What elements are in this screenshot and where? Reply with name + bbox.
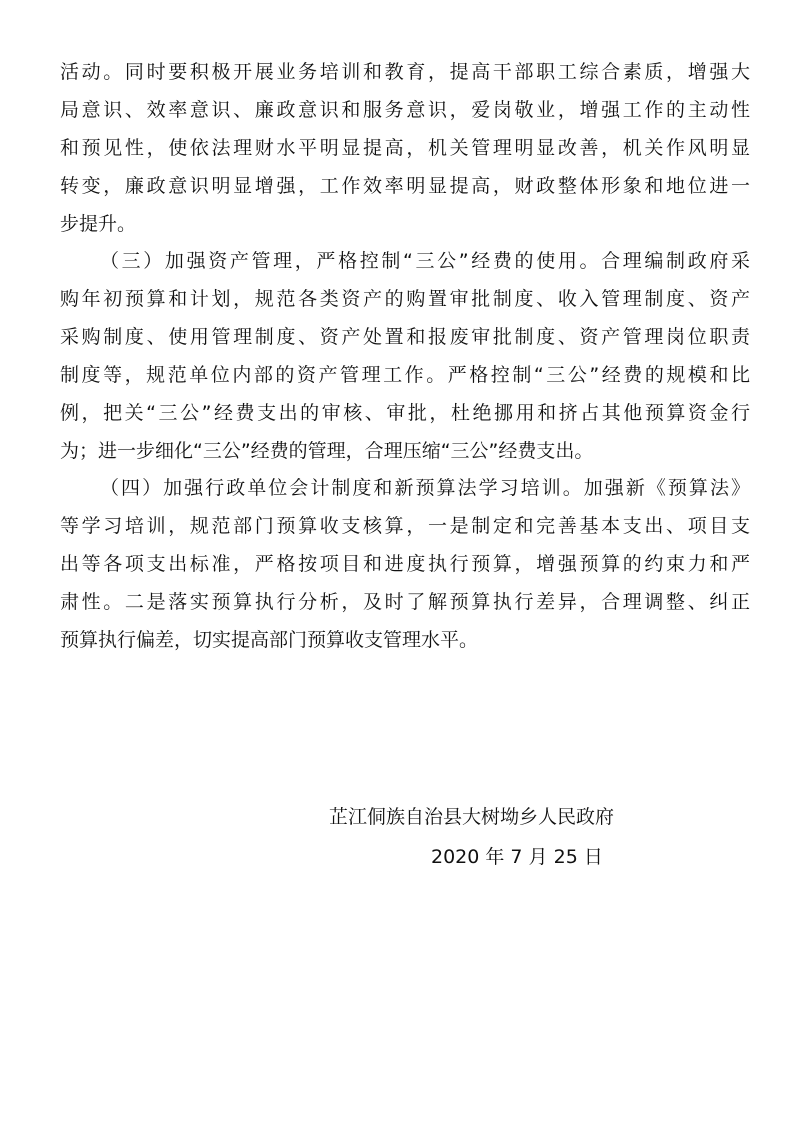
section-heading-line: （四）加强行政单位会计制度和新预算法学习培训。加强新《预算法》 [100,477,750,499]
paragraph-line: 例，把关“三公”经费支出的审核、审批，杜绝挪用和挤占其他预算资金行 [60,402,750,424]
paragraph-line: 为；进一步细化“三公”经费的管理，合理压缩“三公”经费支出。 [60,440,594,462]
paragraph-line: 局意识、效率意识、廉政意识和服务意识，爱岗敬业，增强工作的主动性 [60,99,750,121]
paragraph-line: 步提升。 [60,213,137,235]
paragraph-line: 购年初预算和计划，规范各类资产的购置审批制度、收入管理制度、资产 [60,288,750,310]
paragraph-line: 等学习培训，规范部门预算收支核算，一是制定和完善基本支出、项目支 [60,515,750,537]
section-heading-line: （三）加强资产管理，严格控制“三公”经费的使用。合理编制政府采 [100,250,750,272]
signature-date: 2020 年 7 月 25 日 [431,846,603,868]
paragraph-line: 采购制度、使用管理制度、资产处置和报废审批制度、资产管理岗位职责 [60,326,750,348]
paragraph-line: 出等各项支出标准，严格按项目和进度执行预算，增强预算的约束力和严 [60,553,750,575]
paragraph-line: 活动。同时要积极开展业务培训和教育，提高干部职工综合素质，增强大 [60,61,750,83]
paragraph-line: 和预见性，使依法理财水平明显提高，机关管理明显改善，机关作风明显 [60,137,750,159]
paragraph-line: 预算执行偏差，切实提高部门预算收支管理水平。 [60,629,479,651]
paragraph-line: 制度等，规范单位内部的资产管理工作。严格控制“三公”经费的规模和比 [60,364,750,386]
paragraph-line: 转变，廉政意识明显增强，工作效率明显提高，财政整体形象和地位进一 [60,175,750,197]
paragraph-line: 肃性。二是落实预算执行分析，及时了解预算执行差异，合理调整、纠正 [60,591,750,613]
signature-organization: 芷江侗族自治县大树坳乡人民政府 [329,806,615,828]
